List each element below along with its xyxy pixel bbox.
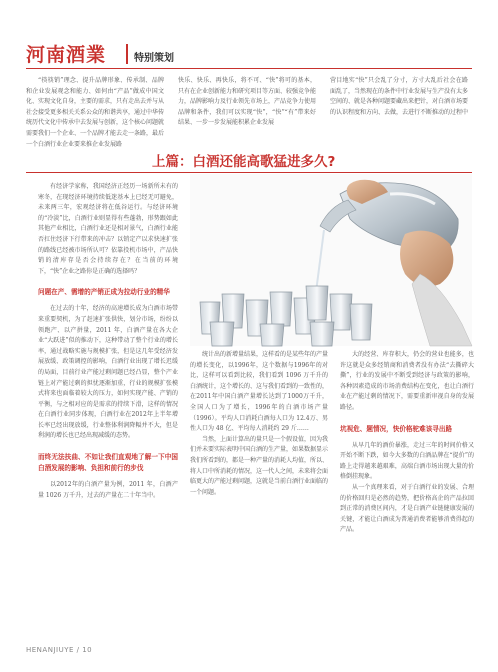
continued-column-1: “筷筷销”理念、提升品牌形象、传承制、品牌和企业发展观念和能力、如何由“产品”做成中国文化、实现文化自身，主要的需求，只有走出去并与从社会接受更多相关关系公众的和谐共享，通过中华传统历代文化中传承中去发展与创新，这个核心问题就需要我们一个企业、一个品牌才能去走一条路，最后一个白酒行业企业要来推企业发展路 (26, 77, 165, 148)
page-footer: HENANJIUYE / 10 (26, 646, 93, 654)
masthead: 河南酒業 (26, 44, 107, 66)
continued-column-3: 营目地实“快”只会乱了分寸，方寸大乱后社会在路面乱了，当然现在的条件中行业发展与生产没有太多空间的、就是各种问题要藏出来把针，对白酒市场要的认识程度和方向、去做，去进行不断推动的过程中 (330, 77, 469, 116)
article-column-3 (340, 350, 474, 536)
liquor-pouring-photo (190, 174, 472, 346)
paragraph: 有经济学家称，我国经济正经历一场新所未有的寒冬，在现经济环境持续低迷基本上已经无可避免，未来两三年，宏观经济将在低谷运行。与经济环境的“冷淡”比，白酒行业则显得有些蓬勃，形势跟如此其他产业相比，白酒行业还是相对景气，白酒行业能否扛住经济下行带来的冲击？以销定产以求快速扩张的路线已经被市场所认可？依靠投机市场中，产品快销的清库存是否会持续存在？在当前的环境下，“快”企业之路你是正确的选择吗？ (38, 183, 178, 275)
continued-column-2: 快乐、快乐、再快乐，将不可、“快”将可的基本，只有在企业创新能力和研究项目等方面、较强竞争能力，品牌影响力及行业领先市场上，产品竞争力使用品牌和条件，我们可以实现“快”，“快”“有”带来好结果、一步一步发展能积累企业发展 (178, 77, 317, 127)
continued-text (26, 76, 472, 148)
paragraph: 统计出的新增量结果，这样看的是某些年的产量的增长变化，以1996年，这个数据与1996年的对比，这样可以看到比较，我们看到 1096 万千升的白酒统计，这个增长的、这与我们看到的一致性的，在2011年中国白酒产量增长达到了1000万千升，全国人口为了增长，1996年的白酒市场产量（1996）。平均人口消耗白酒每人口为 12.4万、男性人口为 48 亿、平均每人消耗约 29 斤…… (190, 351, 329, 433)
headline-rule (26, 172, 472, 173)
paragraph: 在过去的十年，经济的高速增长成为白酒市场带来重要契机，为了赶速扩张供快，划分市场，纷纷以领跑产、以产拼量，2011 年，白酒产量在各大企业“大跃进”似的推动下，这种带动了整个行业的增长率，通过战略实施与规模扩张，但是这几年受经济发展放缓、政策调控的影响，白酒行业出现了增长迟缓的局面，目前行业产能过剩问题已经凸显，整个产业链上对产能过剩的担忧逐渐加重，行业的规模扩张模式将来也面临着较大的压力，如何实现产能、产销的平衡，与之相对应的是需求的持续下滑，这样的情况在白酒行业同步体现，白酒行业在2012年上半年增长率已经出现放缓，行业整体利润降幅并不大，但是利润的增长也已经出现减缓的态势。 (38, 305, 178, 440)
paragraph: 大的经营、库存积大，仍会的营业也能多，也许这就是众多经销商和消费者没有办法“去撕碎大撕”，行业的发展中不断受到经济与政策的影响，各种因素造成的市场消费结构在变化，也让白酒行业在产能过剩的情况下，需要重新审视自身的发展路径。 (340, 351, 474, 411)
paragraph: 当然，上面计算出的量只是一个假设值，因为我们并未要实际表明中国白酒的生产量，如果数据显示我们所看到的，都是一种产量的消耗人均值，所以、将人口中所消耗的情况，这一代人之间，未来将会面临更大的产能过剩问题，这就是当前白酒行业面临的一个问题。 (190, 435, 329, 496)
photo-illustration (190, 174, 472, 346)
paragraph: 从一个真理来看，对于白酒行业的发展、合理的价格回归是必然的趋势，把价格高企的产品拉回到正常的消费区间内，才是白酒产业链健康发展的关键，才能让白酒成为普通消费者能够消费得起的产品。 (340, 483, 474, 534)
subheading: 坑视危、题情况，快价格驼难该寻出路 (340, 424, 453, 433)
article-column-2 (190, 350, 328, 498)
subheading: 而终无法扶曲、不如让我们直观地了解一下中国白酒发展的影响、负担和前行的步伐 (38, 453, 178, 473)
section-headline: 上篇：白酒还能高歌猛进多久? (152, 154, 336, 170)
paragraph: 以2012年的白酒产量为例，2011 年，白酒产量 1026 万千升，过去的产量在二十年当中。 (38, 481, 178, 499)
subheading: 问题在产、需增的产销正成为拉动行业的精华 (38, 288, 170, 297)
header-rule (26, 68, 472, 69)
article-column-1 (38, 182, 178, 501)
column-tag: 特别策划 (134, 53, 174, 64)
masthead-divider (126, 44, 128, 64)
page-header (26, 40, 472, 70)
paragraph: 从早几年的酒价暴涨，走过三年的时间价格又开始不断下跌，如今大多数的白酒品牌在“提价”的路上走得越来越艰难，高端白酒市场出现大量的价格倒挂现象。 (340, 441, 474, 481)
